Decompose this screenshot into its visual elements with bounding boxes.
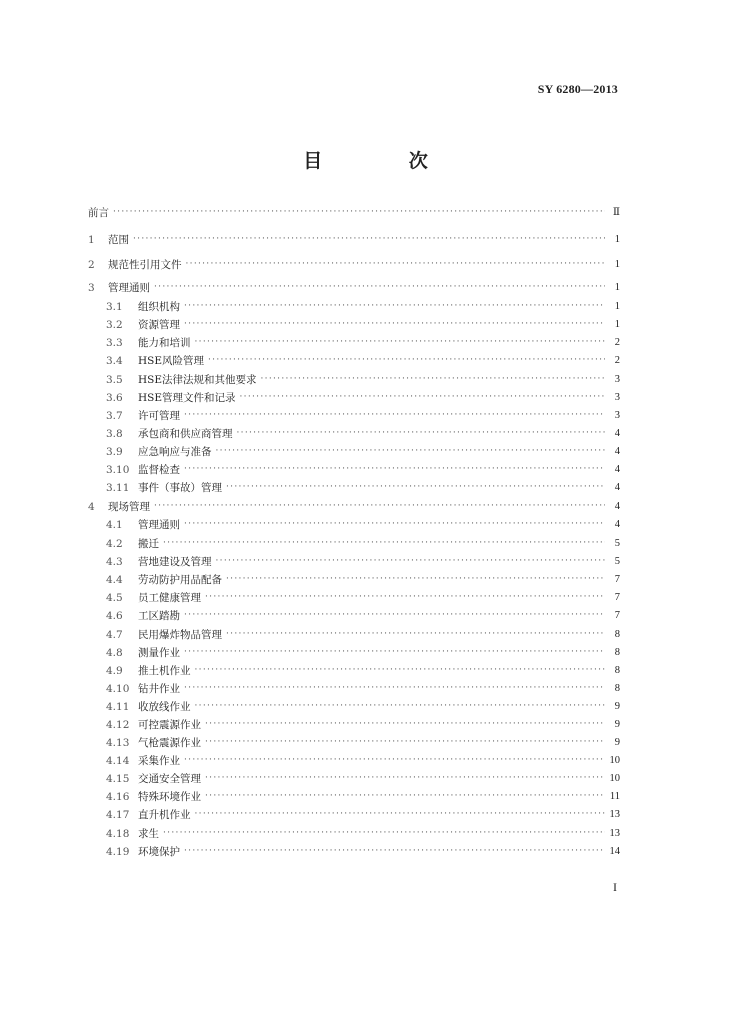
toc-leader-dots xyxy=(184,608,605,622)
toc-leader-dots xyxy=(205,735,605,749)
toc-entry-label: HSE风险管理 xyxy=(138,355,205,367)
toc-entry-label: 监督检查 xyxy=(138,464,180,476)
toc-entry-number: 3.7 xyxy=(106,410,123,422)
toc-leader-dots xyxy=(226,480,605,494)
toc-entry-page: 1 xyxy=(614,259,620,270)
toc-leader-dots xyxy=(154,499,605,513)
toc-leader-dots xyxy=(195,699,606,713)
toc-entry-number: 4.16 xyxy=(106,791,130,803)
toc-entry xyxy=(88,498,620,514)
toc-entry-number: 4.15 xyxy=(106,773,130,785)
toc-entry-number: 3.9 xyxy=(106,446,123,458)
toc-entry-page: 5 xyxy=(614,556,620,567)
toc-entry-page: 13 xyxy=(609,828,620,839)
toc-entry-label: 能力和培训 xyxy=(138,337,191,349)
toc-leader-dots xyxy=(184,844,605,858)
toc-leader-dots xyxy=(113,205,605,219)
toc-entry-page: 3 xyxy=(614,374,620,385)
toc-entry xyxy=(106,752,620,768)
toc-entry-number: 4.4 xyxy=(106,574,123,586)
toc-entry-label: 规范性引用文件 xyxy=(108,259,182,271)
toc-entry-number: 4.1 xyxy=(106,519,123,531)
toc-entry-page: 4 xyxy=(614,464,620,475)
toc-entry-page: 4 xyxy=(614,482,620,493)
toc-leader-dots xyxy=(237,426,606,440)
toc-leader-dots xyxy=(216,554,606,568)
toc-entry xyxy=(106,461,620,477)
toc-entry xyxy=(106,535,620,551)
toc-entry-label: HSE管理文件和记录 xyxy=(138,392,236,404)
toc-entry-number: 4.9 xyxy=(106,665,123,677)
toc-entry-number: 4.3 xyxy=(106,556,123,568)
page-number: I xyxy=(613,880,617,894)
toc-entry-page: 1 xyxy=(614,282,620,293)
toc-entry-page: 2 xyxy=(614,355,620,366)
toc-entry-label: 特殊环境作业 xyxy=(138,791,201,803)
toc-entry-number: 4.6 xyxy=(106,610,123,622)
toc-entry-number: 3.3 xyxy=(106,337,123,349)
toc-entry-page: 1 xyxy=(614,301,620,312)
toc-leader-dots xyxy=(195,663,606,677)
toc-entry-label: 可控震源作业 xyxy=(138,719,201,731)
toc-entry-label: 民用爆炸物品管理 xyxy=(138,629,222,641)
toc-entry-number: 4.7 xyxy=(106,629,123,641)
toc-leader-dots xyxy=(184,408,605,422)
toc-entry-label: 营地建设及管理 xyxy=(138,556,212,568)
toc-leader-dots xyxy=(208,353,605,367)
toc-entry-label: 现场管理 xyxy=(108,501,150,513)
toc-leader-dots xyxy=(154,280,605,294)
toc-entry-label: 收放线作业 xyxy=(138,701,191,713)
toc-entry-page: 9 xyxy=(614,719,620,730)
toc-leader-dots xyxy=(184,681,605,695)
toc-entry-page: 5 xyxy=(614,538,620,549)
toc-entry xyxy=(88,256,620,272)
toc-entry xyxy=(106,607,620,623)
toc-entry-number: 4.19 xyxy=(106,846,130,858)
toc-entry-number: 3.6 xyxy=(106,392,123,404)
toc-entry-label: 员工健康管理 xyxy=(138,592,201,604)
toc-leader-dots xyxy=(226,627,605,641)
toc-entry-label: 前言 xyxy=(88,207,109,219)
toc-entry xyxy=(106,662,620,678)
toc-entry-page: 3 xyxy=(614,410,620,421)
toc-entry-number: 4 xyxy=(88,501,95,513)
toc-entry-number: 4.8 xyxy=(106,647,123,659)
toc-entry-page: 13 xyxy=(609,809,620,820)
toc-entry-number: 3.10 xyxy=(106,464,130,476)
toc-entry-page: 4 xyxy=(614,519,620,530)
toc-entry-label: 推土机作业 xyxy=(138,665,191,677)
toc-entry xyxy=(106,298,620,314)
toc-entry xyxy=(106,334,620,350)
toc-entry-page: 1 xyxy=(614,234,620,245)
toc-entry-label: 劳动防护用品配备 xyxy=(138,574,222,586)
toc-entry-number: 4.11 xyxy=(106,701,130,713)
toc-leader-dots xyxy=(205,789,605,803)
toc-entry-page: 7 xyxy=(614,574,620,585)
toc-entry-label: 求生 xyxy=(138,828,159,840)
toc-entry-label: 测量作业 xyxy=(138,647,180,659)
toc-entry-page: 14 xyxy=(609,846,620,857)
toc-leader-dots xyxy=(184,462,605,476)
toc-leader-dots xyxy=(205,590,605,604)
toc-entry-page: 8 xyxy=(614,683,620,694)
toc-entry-page: 2 xyxy=(614,337,620,348)
toc-entry xyxy=(106,734,620,750)
toc-entry-label: 资源管理 xyxy=(138,319,180,331)
toc-entry-label: 采集作业 xyxy=(138,755,180,767)
toc-entry-label: 许可管理 xyxy=(138,410,180,422)
toc-entry-label: 范围 xyxy=(108,234,129,246)
toc-entry-number: 4.14 xyxy=(106,755,130,767)
toc-entry xyxy=(106,626,620,642)
toc-leader-dots xyxy=(240,390,605,404)
toc-entry xyxy=(88,279,620,295)
toc-entry-page: 7 xyxy=(614,592,620,603)
toc-entry-number: 3.1 xyxy=(106,301,123,313)
toc-entry xyxy=(106,571,620,587)
toc-entry xyxy=(106,425,620,441)
toc-leader-dots xyxy=(195,335,606,349)
toc-entry-label: 工区踏勘 xyxy=(138,610,180,622)
toc-leader-dots xyxy=(186,257,606,271)
toc-entry-label: 搬迁 xyxy=(138,538,159,550)
toc-entry xyxy=(106,680,620,696)
toc-entry-page: 10 xyxy=(609,773,620,784)
toc-entry xyxy=(106,644,620,660)
toc-entry xyxy=(106,407,620,423)
toc-entry-page: Ⅱ xyxy=(612,207,620,218)
toc-entry-number: 2 xyxy=(88,259,95,271)
toc-leader-dots xyxy=(205,771,605,785)
toc-entry-label: 管理通则 xyxy=(108,282,150,294)
toc-entry-number: 4.10 xyxy=(106,683,130,695)
toc-entry-page: 4 xyxy=(614,501,620,512)
toc-entry-number: 4.13 xyxy=(106,737,130,749)
toc-entry-page: 3 xyxy=(614,392,620,403)
toc-entry xyxy=(106,553,620,569)
toc-leader-dots xyxy=(205,717,605,731)
toc-entry-number: 3.2 xyxy=(106,319,123,331)
toc-entry xyxy=(106,389,620,405)
toc-entry-label: 交通安全管理 xyxy=(138,773,201,785)
toc-entry-number: 3.11 xyxy=(106,482,130,494)
toc-entry xyxy=(106,825,620,841)
toc-entry xyxy=(88,204,620,220)
toc-leader-dots xyxy=(184,317,605,331)
toc-entry-label: 应急响应与准备 xyxy=(138,446,212,458)
toc-entry-number: 3 xyxy=(88,282,95,294)
toc-entry-label: 气枪震源作业 xyxy=(138,737,201,749)
toc-leader-dots xyxy=(184,517,605,531)
toc-leader-dots xyxy=(133,232,605,246)
toc-entry-page: 11 xyxy=(609,791,620,802)
toc-entry-label: 承包商和供应商管理 xyxy=(138,428,233,440)
toc-entry-number: 3.8 xyxy=(106,428,123,440)
standard-code: SY 6280—2013 xyxy=(537,82,618,96)
toc-entry xyxy=(106,716,620,732)
toc-entry xyxy=(106,843,620,859)
toc-entry xyxy=(106,371,620,387)
toc-entry-page: 9 xyxy=(614,737,620,748)
toc-entry xyxy=(106,589,620,605)
toc-leader-dots xyxy=(216,444,606,458)
toc-entry-number: 3.4 xyxy=(106,355,123,367)
toc-leader-dots xyxy=(163,826,605,840)
toc-entry-label: HSE法律法规和其他要求 xyxy=(138,374,257,386)
toc-entry-number: 4.17 xyxy=(106,809,130,821)
toc-entry-page: 8 xyxy=(614,665,620,676)
toc-entry-label: 组织机构 xyxy=(138,301,180,313)
toc-entry-label: 环境保护 xyxy=(138,846,180,858)
toc-entry-page: 4 xyxy=(614,428,620,439)
toc-entry-label: 管理通则 xyxy=(138,519,180,531)
toc-entry xyxy=(106,770,620,786)
toc-entry xyxy=(106,352,620,368)
toc-leader-dots xyxy=(184,645,605,659)
toc-leader-dots xyxy=(226,572,605,586)
toc-entry xyxy=(106,806,620,822)
toc-leader-dots xyxy=(261,372,605,386)
toc-leader-dots xyxy=(195,807,606,821)
toc-entry-number: 3.5 xyxy=(106,374,123,386)
toc-entry-label: 钻井作业 xyxy=(138,683,180,695)
toc-entry xyxy=(106,443,620,459)
toc-entry-label: 事件（事故）管理 xyxy=(138,482,222,494)
toc-leader-dots xyxy=(184,753,605,767)
toc-entry-page: 4 xyxy=(614,446,620,457)
toc-entry xyxy=(106,316,620,332)
toc-entry-page: 9 xyxy=(614,701,620,712)
toc-entry-page: 8 xyxy=(614,647,620,658)
toc-entry-number: 4.5 xyxy=(106,592,123,604)
toc-entry xyxy=(106,788,620,804)
toc-entry xyxy=(106,479,620,495)
toc-entry-label: 直升机作业 xyxy=(138,809,191,821)
toc-entry-page: 7 xyxy=(614,610,620,621)
toc-entry-number: 1 xyxy=(88,234,95,246)
toc-entry-number: 4.18 xyxy=(106,828,130,840)
toc-entry xyxy=(88,231,620,247)
toc-leader-dots xyxy=(184,299,605,313)
toc-entry-page: 1 xyxy=(614,319,620,330)
toc-leader-dots xyxy=(163,536,605,550)
toc-entry-number: 4.2 xyxy=(106,538,123,550)
toc-entry xyxy=(106,516,620,532)
page-title: 目 次 xyxy=(303,150,468,172)
toc-entry-number: 4.12 xyxy=(106,719,130,731)
toc-entry-page: 8 xyxy=(614,629,620,640)
toc-entry xyxy=(106,698,620,714)
toc-entry-page: 10 xyxy=(609,755,620,766)
